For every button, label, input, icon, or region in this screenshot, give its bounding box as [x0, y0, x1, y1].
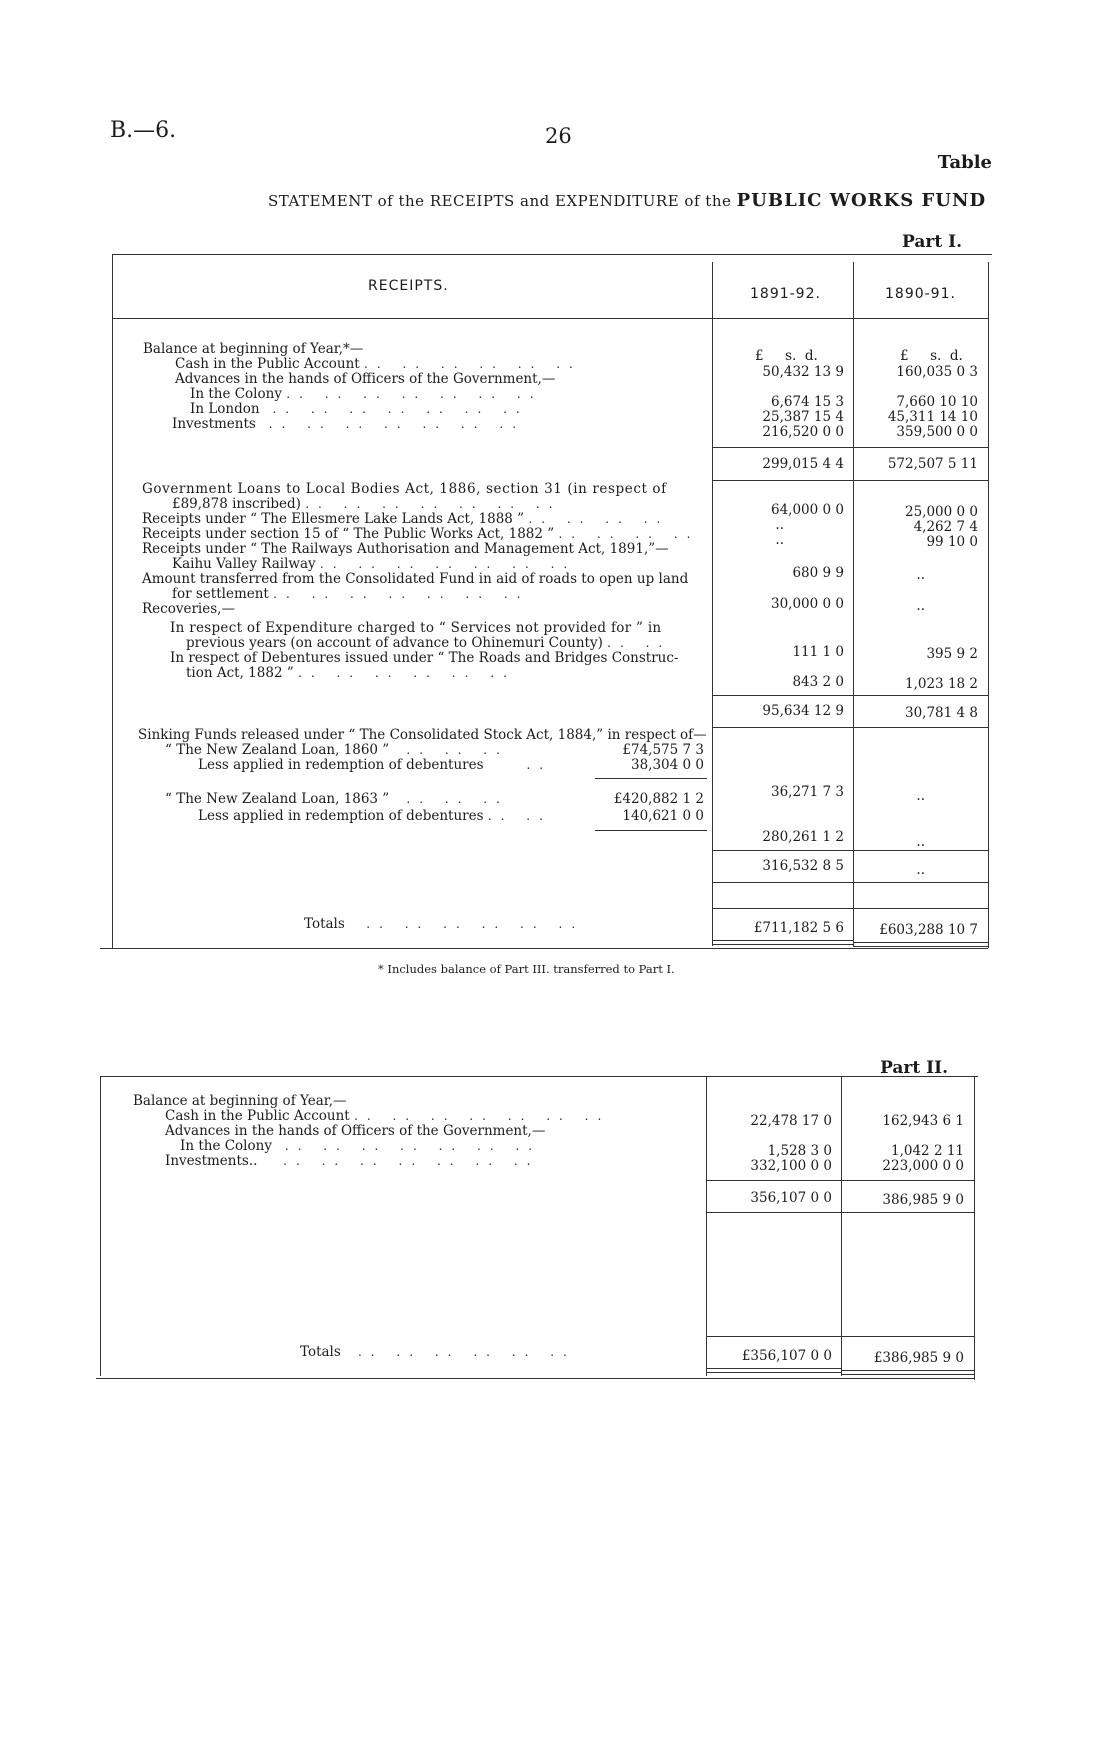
y1-public-works-act: ..: [775, 532, 784, 548]
p2-y1-subtotal: 356,107 0 0: [750, 1190, 832, 1206]
y2-subtotal3-rule: [853, 850, 988, 851]
y2-in-colony: 7,660 10 10: [896, 394, 978, 410]
p2-y2-subtotal-under-rule: [841, 1212, 974, 1213]
line-cash-public-account: Cash in the Public Account .. .. .. .. .. ..: [175, 356, 582, 372]
inner-rule-1863: [595, 830, 707, 831]
col-1890-header: 1890-91.: [885, 286, 956, 302]
y1-cash-public-account: 50,432 13 9: [762, 364, 844, 380]
p2-line-investments: Investments.. .. .. .. .. .. .. ..: [165, 1153, 540, 1169]
y2-cash-public-account: 160,035 0 3: [896, 364, 978, 380]
part2-top-rule: [100, 1076, 978, 1077]
page-number: 26: [545, 124, 572, 148]
y1-subtotal1-rule: [712, 447, 853, 448]
p2-y2-cash-public-account: 162,943 6 1: [882, 1113, 964, 1129]
part1-label: Part I.: [902, 232, 962, 252]
y2-subtotal1-under-rule: [853, 480, 988, 481]
col-receipts-header: RECEIPTS.: [368, 278, 449, 294]
y2-subtotal2-under-rule: [853, 727, 988, 728]
y2-in-london: 45,311 14 10: [887, 409, 978, 425]
line-recoveries: Recoveries,—: [142, 601, 235, 617]
part2-bottom-rule: [96, 1378, 974, 1379]
y2-subtotal-balance: 572,507 5 11: [887, 456, 978, 472]
y2-consolidated-fund: ..: [916, 598, 925, 614]
p2-y2-in-colony: 1,042 2 11: [891, 1143, 964, 1159]
y2-nz-loan-1863-net: ..: [916, 834, 925, 850]
y2-subtotal2-rule: [853, 695, 988, 696]
y2-local-bodies-loans: 25,000 0 0: [905, 504, 978, 520]
y1-subtotal-receipts: 95,634 12 9: [762, 703, 844, 719]
y1-grand-total: £711,182 5 6: [753, 920, 844, 936]
line-gov-loans-local-bodies: Government Loans to Local Bodies Act, 1886, section 31 (in respect of: [142, 481, 667, 497]
part2-col-divider-2: [841, 1076, 842, 1376]
p2-y2-grand-total: £386,985 9 0: [873, 1350, 964, 1366]
part1-header-rule: [112, 318, 988, 319]
inner-rule-1860: [595, 778, 707, 779]
y1-subtotal3-rule: [712, 850, 853, 851]
line-ohinemuri-advance: previous years (on account of advance to Ohinemuri County) .. ..: [186, 635, 672, 651]
y1-subtotal-balance: 299,015 4 4: [762, 456, 844, 472]
y1-subtotal2-under-rule: [712, 727, 853, 728]
p2-line-advances-officers: Advances in the hands of Officers of the Government,—: [165, 1123, 546, 1139]
y1-local-bodies-loans: 64,000 0 0: [771, 502, 844, 518]
part2-left-rule: [100, 1076, 101, 1376]
y2-roads-bridges-recovery: 1,023 18 2: [905, 676, 978, 692]
y1-totals-top-rule: [712, 908, 853, 909]
part1-totals-label: Totals .. .. .. .. .. ..: [304, 916, 585, 932]
part2-right-rule: [974, 1076, 975, 1380]
line-advances-officers: Advances in the hands of Officers of the Government,—: [175, 371, 556, 387]
y1-consolidated-fund: 30,000 0 0: [771, 596, 844, 612]
y1-totals-double-rule: [712, 940, 853, 945]
part1-top-rule: [112, 254, 992, 255]
title-prefix: STATEMENT of the RECEIPTS and EXPENDITURE of the: [268, 192, 732, 210]
y1-roads-bridges-recovery: 843 2 0: [792, 674, 844, 690]
line-for-settlement: for settlement .. .. .. .. .. .. ..: [172, 586, 530, 602]
document-reference: B.—6.: [110, 118, 177, 143]
inner-applied-1860: 38,304 0 0: [631, 757, 704, 773]
part1-col-divider-2: [853, 262, 854, 946]
y1-nz-loan-1863-net: 280,261 1 2: [762, 829, 844, 845]
y1-nz-loan-1860-net: 36,271 7 3: [771, 784, 844, 800]
y2-nz-loan-1860-net: ..: [916, 788, 925, 804]
p2-y1-grand-total: £356,107 0 0: [741, 1348, 832, 1364]
p2-y1-totals-top-rule: [706, 1336, 841, 1337]
line-nz-loan-1863: “ The New Zealand Loan, 1863 ” .. .. ..: [165, 791, 509, 807]
line-in-colony: In the Colony .. .. .. .. .. .. ..: [190, 386, 543, 402]
line-balance-beginning: Balance at beginning of Year,*—: [143, 341, 364, 357]
line-sinking-funds: Sinking Funds released under “ The Consolidated Stock Act, 1884,” in respect of—: [138, 727, 707, 743]
line-railways-authorisation: Receipts under “ The Railways Authorisation and Management Act, 1891,”—: [142, 541, 669, 557]
part1-col-divider-1: [712, 262, 713, 946]
col-1891-header: 1891-92.: [750, 286, 821, 302]
y1-ohinemuri-recovery: 111 1 0: [792, 644, 844, 660]
p2-y1-totals-double-rule: [706, 1368, 841, 1373]
y1-subtotal2-rule: [712, 695, 853, 696]
p2-line-balance-beginning: Balance at beginning of Year,—: [133, 1093, 347, 1109]
line-less-applied-1860: Less applied in redemption of debentures ..: [198, 757, 553, 773]
y1-in-london: 25,387 15 4: [762, 409, 844, 425]
p2-y2-subtotal-rule: [841, 1180, 974, 1181]
p2-y2-subtotal: 386,985 9 0: [882, 1192, 964, 1208]
y2-public-works-act: 99 10 0: [926, 534, 978, 550]
y1-in-colony: 6,674 15 3: [771, 394, 844, 410]
y2-grand-total: £603,288 10 7: [879, 922, 978, 938]
p2-y1-investments: 332,100 0 0: [750, 1158, 832, 1174]
p2-line-in-colony: In the Colony .. .. .. .. .. .. ..: [180, 1138, 542, 1154]
table-heading: Table: [937, 152, 992, 173]
line-investments: Investments .. .. .. .. .. .. ..: [172, 416, 526, 432]
y2-totals-top-rule: [853, 908, 988, 909]
y2-subtotal3-under-rule: [853, 882, 988, 883]
currency-header-1890: £ s. d.: [900, 348, 963, 364]
y2-ohinemuri-recovery: 395 9 2: [926, 646, 978, 662]
y1-ellesmere-lake: ..: [775, 517, 784, 533]
inner-amount-1863: £420,882 1 2: [613, 791, 704, 807]
p2-line-cash-public-account: Cash in the Public Account .. .. .. .. .. .. ..: [165, 1108, 611, 1124]
y1-subtotal-sinking: 316,532 8 5: [762, 858, 844, 874]
p2-y2-investments: 223,000 0 0: [882, 1158, 964, 1174]
p2-y2-totals-double-rule: [841, 1370, 974, 1375]
line-inscribed: £89,878 inscribed) .. .. .. .. .. .. ..: [172, 496, 562, 512]
y2-subtotal-receipts: 30,781 4 8: [905, 705, 978, 721]
line-consolidated-fund: Amount transferred from the Consolidated Fund in aid of roads to open up land: [142, 571, 689, 587]
statement-title: [268, 190, 986, 211]
part2-totals-label: Totals .. .. .. .. .. ..: [300, 1344, 576, 1360]
currency-header-1891: £ s. d.: [755, 348, 818, 364]
part1-left-rule: [112, 254, 113, 948]
y2-kaihu-valley: ..: [916, 567, 925, 583]
line-ellesmere-lake: Receipts under “ The Ellesmere Lake Lands Act, 1888 ” .. .. .. ..: [142, 511, 670, 527]
y1-kaihu-valley: 680 9 9: [792, 565, 844, 581]
line-debentures-roads-bridges: In respect of Debentures issued under “ The Roads and Bridges Construc-: [170, 650, 679, 666]
inner-amount-1860: £74,575 7 3: [622, 742, 704, 758]
line-less-applied-1863: Less applied in redemption of debentures .. ..: [198, 808, 552, 824]
y2-subtotal-sinking: ..: [916, 862, 925, 878]
part2-label: Part II.: [880, 1058, 948, 1078]
p2-y2-totals-top-rule: [841, 1336, 974, 1337]
line-expenditure-services: In respect of Expenditure charged to “ Services not provided for ” in: [170, 620, 662, 636]
part1-right-rule: [988, 262, 989, 948]
line-in-london: In London .. .. .. .. .. .. ..: [190, 401, 529, 417]
line-roads-bridges-act: tion Act, 1882 ” .. .. .. .. .. ..: [186, 665, 516, 681]
part2-col-divider-1: [706, 1076, 707, 1376]
y1-investments: 216,520 0 0: [762, 424, 844, 440]
part1-footnote: * Includes balance of Part III. transferred to Part I.: [378, 962, 675, 976]
p2-y1-subtotal-under-rule: [706, 1212, 841, 1213]
title-fund-name: PUBLIC WORKS FUND: [736, 190, 987, 211]
line-kaihu-valley: Kaihu Valley Railway .. .. .. .. .. .. ..: [172, 556, 577, 572]
part1-bottom-rule: [100, 948, 988, 949]
line-nz-loan-1860: “ The New Zealand Loan, 1860 ” .. .. ..: [165, 742, 509, 758]
y1-subtotal1-under-rule: [712, 480, 853, 481]
inner-applied-1863: 140,621 0 0: [622, 808, 704, 824]
line-public-works-act: Receipts under section 15 of “ The Public Works Act, 1882 ” .. .. .. ..: [142, 526, 700, 542]
y2-subtotal1-rule: [853, 447, 988, 448]
p2-y1-subtotal-rule: [706, 1180, 841, 1181]
y2-investments: 359,500 0 0: [896, 424, 978, 440]
p2-y1-in-colony: 1,528 3 0: [767, 1143, 832, 1159]
y1-subtotal3-under-rule: [712, 882, 853, 883]
y2-ellesmere-lake: 4,262 7 4: [913, 519, 978, 535]
p2-y1-cash-public-account: 22,478 17 0: [750, 1113, 832, 1129]
y2-totals-double-rule: [853, 942, 988, 947]
